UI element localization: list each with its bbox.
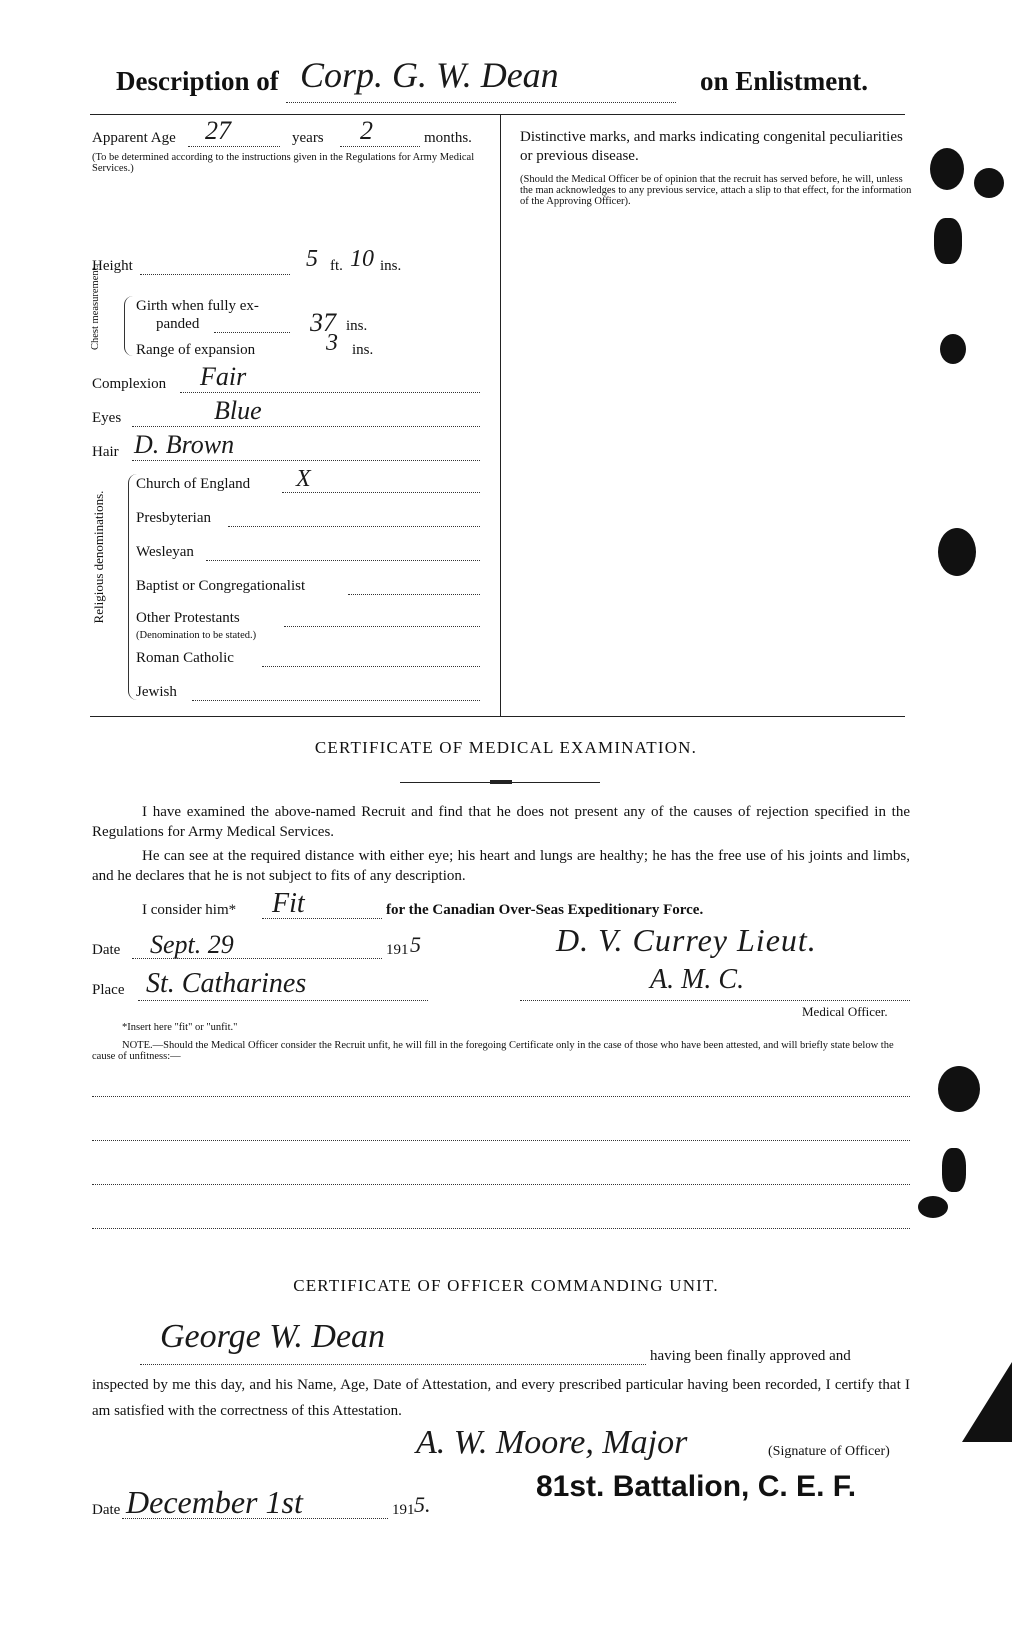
medical-year-digit: 5 [410, 932, 421, 957]
fit-line [262, 918, 382, 919]
girth-value: 37 [310, 308, 336, 337]
commanding-date-label: Date [92, 1502, 121, 1518]
commanding-text-1: having been finally approved and [650, 1348, 851, 1364]
medical-officer-line [520, 1000, 910, 1001]
binding-hole-3 [934, 218, 962, 264]
binding-hole-4 [940, 334, 966, 364]
commanding-date-value: December 1st [126, 1484, 303, 1520]
age-years-line [188, 146, 280, 147]
age-years-value: 27 [205, 116, 231, 145]
medical-officer-signature: D. V. Currey Lieut. [556, 922, 817, 958]
religion-baptist: Baptist or Congregationalist [136, 578, 306, 594]
ft-label: ft. [330, 258, 343, 274]
years-label: years [292, 130, 324, 146]
header-suffix: on Enlistment. [700, 66, 869, 96]
medical-year-prefix: 191 [386, 942, 409, 958]
eyes-label: Eyes [92, 410, 122, 426]
medical-date-line [132, 958, 382, 959]
top-border [90, 114, 905, 115]
religion-coe-line [282, 492, 480, 493]
girth-ins-label: ins. [346, 318, 368, 334]
months-label: months. [424, 130, 472, 146]
hair-line [132, 460, 480, 461]
binding-hole-5 [938, 528, 976, 576]
eyes-value: Blue [214, 396, 262, 425]
religion-wesleyan: Wesleyan [136, 544, 194, 560]
consider-prefix: I consider him* [142, 902, 237, 918]
header-prefix: Description of [116, 66, 279, 96]
religion-baptist-line [348, 594, 480, 595]
medical-officer-unit: A. M. C. [650, 964, 745, 995]
range-label: Range of expansion [136, 342, 256, 358]
apparent-age-label: Apparent Age [92, 130, 176, 146]
religion-presbyterian: Presbyterian [136, 510, 211, 526]
hair-label: Hair [92, 444, 119, 460]
binding-hole-1 [930, 148, 964, 190]
page-corner-shadow [962, 1362, 1012, 1442]
medical-place-value: St. Catharines [146, 968, 307, 999]
unfit-note: NOTE.—Should the Medical Officer consider the Recruit unfit, he will fill in the foregoing Certificate only in the case of those who have been attested, and will briefly state below the cause of unfitness:— [92, 1040, 894, 1062]
binding-hole-7 [942, 1148, 966, 1192]
commanding-year-prefix: 191 [392, 1502, 415, 1518]
medical-heading-rule-mark [490, 780, 512, 784]
column-divider [500, 114, 501, 716]
religion-other-note: (Denomination to be stated.) [136, 630, 257, 641]
religion-jewish-line [192, 700, 480, 701]
section-divider [90, 716, 905, 717]
commanding-date-line [122, 1518, 388, 1519]
unfit-reason-line-4 [92, 1228, 910, 1229]
religion-jewish: Jewish [136, 684, 177, 700]
age-months-value: 2 [360, 116, 373, 145]
medical-date-value: Sept. 29 [150, 930, 234, 959]
unfit-reason-line-1 [92, 1096, 910, 1097]
fit-value: Fit [272, 888, 305, 919]
medical-place-line [138, 1000, 428, 1001]
consider-suffix: for the Canadian Over-Seas Expeditionary Force. [386, 902, 704, 918]
header-name-line [286, 102, 676, 103]
range-ins-label: ins. [352, 342, 374, 358]
binding-hole-2 [974, 168, 1004, 198]
eyes-line [132, 426, 480, 427]
medical-certificate-heading: CERTIFICATE OF MEDICAL EXAMINATION. [314, 738, 698, 757]
religion-presbyterian-line [228, 526, 480, 527]
unfit-reason-line-3 [92, 1184, 910, 1185]
distinctive-marks-note: (Should the Medical Officer be of opinion that the recruit has served before, he will, unless the man acknowledges to any previous service, attach a slip to that effect, for the information of the Approving Officer). [520, 174, 912, 207]
height-ft-value: 5 [306, 246, 318, 272]
distinctive-marks-heading: Distinctive marks, and marks indicating congenital peculiarities or previous disease. [520, 129, 903, 164]
commanding-signature-label: (Signature of Officer) [768, 1444, 890, 1459]
medical-date-label: Date [92, 942, 121, 958]
commanding-text-2: inspected by me this day, and his Name, Age, Date of Attestation, and every prescribed particular having been recorded, I certify that I am satisfied with the correctness of this Attestation. [92, 1377, 910, 1419]
religion-coe: Church of England [136, 476, 251, 492]
complexion-line [180, 392, 480, 393]
height-ins-label: ins. [380, 258, 402, 274]
binding-hole-6 [938, 1066, 980, 1112]
religion-wesleyan-line [206, 560, 480, 561]
religion-coe-mark: X [296, 466, 311, 492]
commanding-year-digit: 5. [414, 1492, 431, 1517]
complexion-value: Fair [200, 362, 247, 391]
medical-officer-title: Medical Officer. [802, 1004, 888, 1019]
girth-lead-line [214, 332, 290, 333]
recruit-name-header: Corp. G. W. Dean [300, 55, 559, 95]
binding-hole-8 [918, 1196, 948, 1218]
height-in-value: 10 [350, 246, 374, 272]
girth-label-1: Girth when fully ex- [136, 298, 259, 314]
religion-rc: Roman Catholic [136, 650, 234, 666]
commanding-name-line [140, 1364, 646, 1365]
medical-para-2: He can see at the required distance with either eye; his heart and lungs are healthy; he has the free use of his joints and limbs, and he declares that he is not subject to fits of any description. [92, 848, 910, 884]
medical-para-1: I have examined the above-named Recruit and find that he does not present any of the causes of rejection specified in the Regulations for Army Medical Services. [92, 804, 910, 840]
complexion-label: Complexion [92, 376, 167, 392]
age-note: (To be determined according to the instructions given in the Regulations for Army Medical Services.) [92, 152, 475, 174]
insert-note: *Insert here "fit" or "unfit." [122, 1022, 238, 1033]
hair-value: D. Brown [134, 430, 235, 459]
height-label: Height [92, 258, 133, 274]
unfit-reason-line-2 [92, 1140, 910, 1141]
religion-rc-line [262, 666, 480, 667]
girth-label-2: panded [156, 316, 200, 332]
range-value: 3 [326, 330, 338, 356]
age-months-line [340, 146, 420, 147]
chest-brace [124, 296, 133, 356]
commanding-certificate-heading: CERTIFICATE OF OFFICER COMMANDING UNIT. [293, 1276, 719, 1295]
medical-place-label: Place [92, 982, 125, 998]
commanding-signature: A. W. Moore, Major [416, 1424, 688, 1461]
battalion-stamp: 81st. Battalion, C. E. F. [536, 1470, 857, 1503]
height-lead-line [140, 274, 290, 275]
chest-measurement-label: Chest measurement. [90, 264, 101, 350]
religion-other-line [284, 626, 480, 627]
religion-group-label: Religious denominations. [91, 490, 106, 624]
commanding-recruit-name: George W. Dean [160, 1318, 386, 1355]
religion-other: Other Protestants [136, 610, 240, 626]
